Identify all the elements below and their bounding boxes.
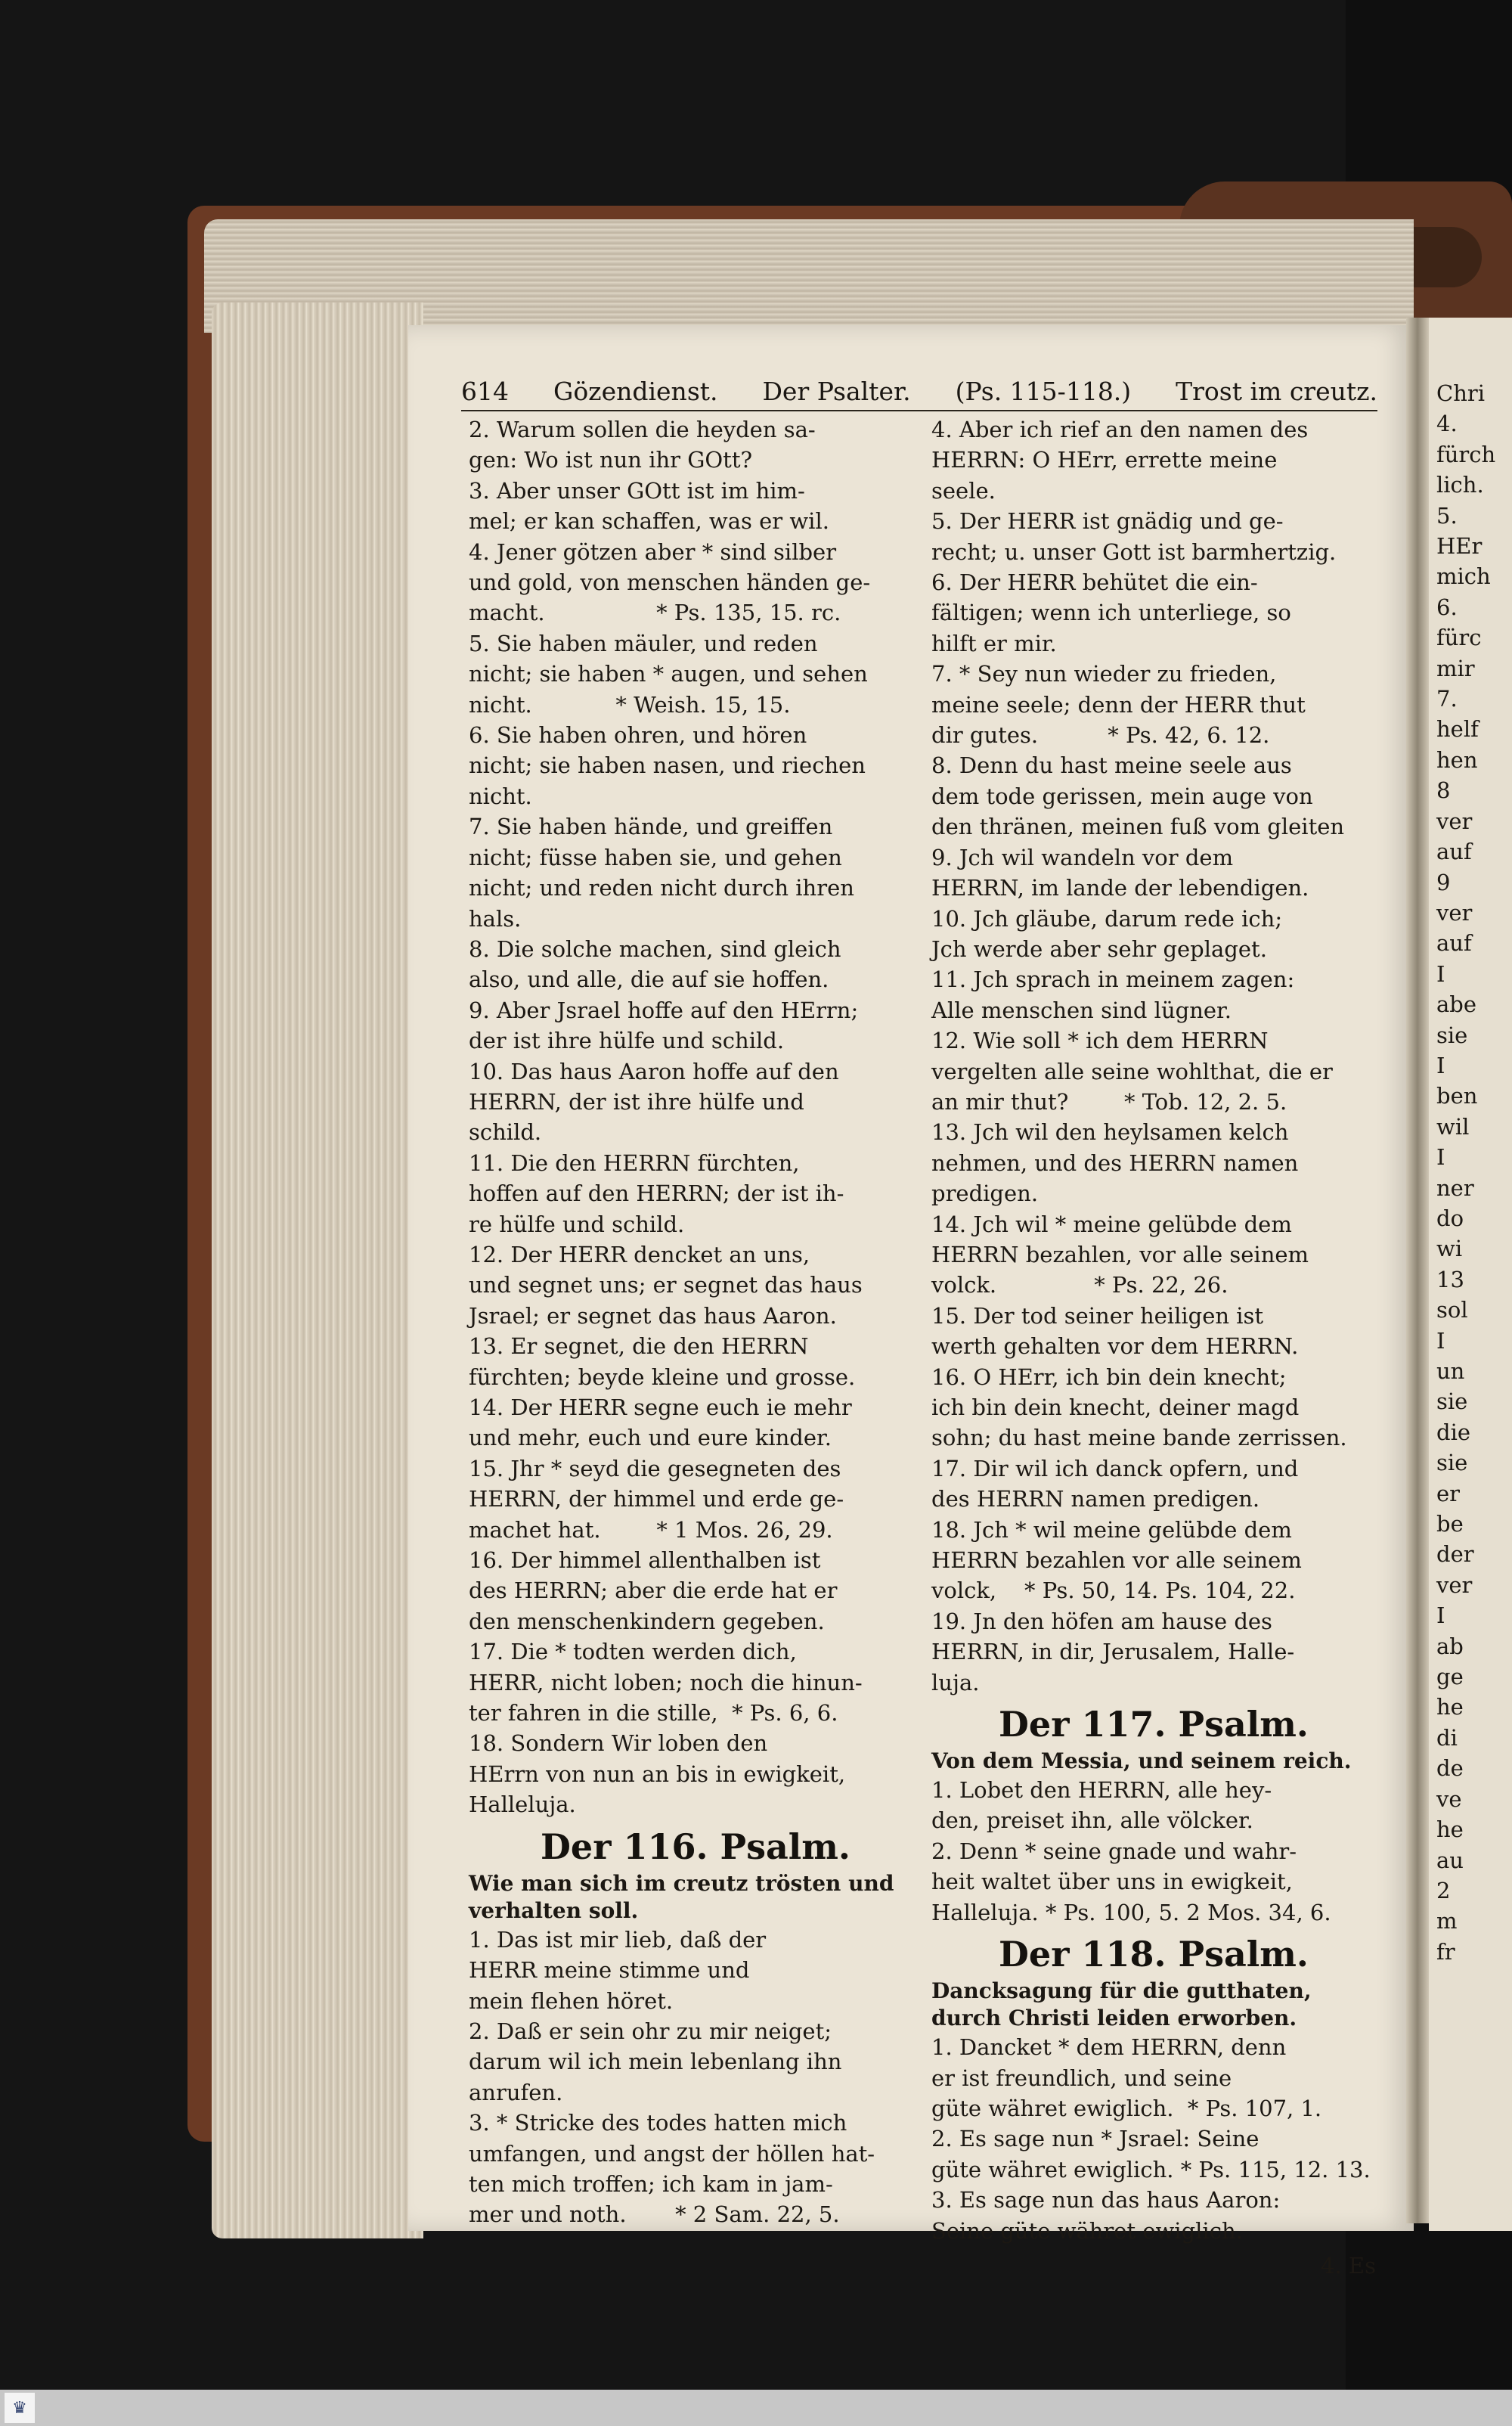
verse-line: nicht. * Weish. 15, 15.: [469, 691, 791, 718]
verse-line: schild.: [469, 1119, 542, 1146]
verse-line: und gold, von menschen händen ge-: [469, 569, 871, 596]
next-page-line: ge: [1436, 1664, 1464, 1690]
next-page-line: sie: [1436, 1450, 1468, 1476]
next-page-line: mich: [1436, 563, 1491, 590]
verse-line: 2. Warum sollen die heyden sa-: [469, 417, 816, 442]
verse-line: des HERRN; aber die erde hat er: [469, 1578, 838, 1604]
next-page-line: au: [1436, 1847, 1464, 1873]
verse-line: fältigen; wenn ich unterliege, so: [931, 600, 1291, 626]
next-page-line: di: [1436, 1724, 1458, 1751]
verse-line: machet hat. * 1 Mos. 26, 29.: [469, 1516, 833, 1543]
next-page-line: die: [1436, 1419, 1471, 1445]
verse-line: recht; u. unser Gott ist barmhertzig.: [931, 538, 1337, 565]
verse-line: 17. Dir wil ich danck opfern, und: [931, 1455, 1299, 1481]
next-page-line: he: [1436, 1694, 1464, 1720]
verse-line: den, preiset ihn, alle völcker.: [931, 1807, 1253, 1834]
next-page-line: 4.: [1436, 411, 1458, 437]
right-column: [931, 414, 1376, 2279]
verse-line: HERR meine stimme und: [469, 1957, 750, 1984]
next-page-line: ver: [1436, 1571, 1473, 1598]
verse-line: 17. Die * todten werden dich,: [469, 1639, 797, 1665]
psalm115-verses: [469, 414, 922, 1820]
verse-line: 7. * Sey nun wieder zu frieden,: [931, 661, 1277, 687]
verse-line: er ist freundlich, und seine: [931, 2065, 1232, 2091]
verse-line: macht. * Ps. 135, 15. rc.: [469, 600, 841, 626]
verse-line: Halleluja. * Ps. 100, 5. 2 Mos. 34, 6.: [931, 1899, 1331, 1925]
verse-line: den thränen, meinen fuß vom gleiten: [931, 814, 1345, 840]
verse-line: 3. Es sage nun das haus Aaron:: [931, 2187, 1281, 2213]
verse-line: predigen.: [931, 1180, 1039, 1207]
next-page-line: sie: [1436, 1022, 1468, 1048]
next-page-line: er: [1436, 1480, 1461, 1506]
verse-line: mel; er kan schaffen, was er wil.: [469, 508, 829, 535]
verse-line: HERRN, der ist ihre hülfe und: [469, 1088, 804, 1115]
verse-line: HERR, nicht loben; noch die hinun-: [469, 1669, 863, 1695]
verse-line: nicht; füsse haben sie, und gehen: [469, 844, 842, 870]
next-page-line: 5.: [1436, 502, 1458, 529]
verse-line: HERRN bezahlen, vor alle seinem: [931, 1241, 1309, 1267]
next-page-line: I: [1436, 1327, 1445, 1354]
left-topic: Gözendienst.: [553, 377, 718, 406]
next-page-line: helf: [1436, 716, 1479, 743]
verse-line: 19. Jn den höfen am hause des: [931, 1608, 1272, 1634]
verse-line: 18. Jch * wil meine gelübde dem: [931, 1516, 1292, 1543]
verse-line: 3. Aber unser GOtt ist im him-: [469, 477, 805, 504]
next-page: [1429, 318, 1512, 2231]
verse-line: 9. Jch wil wandeln vor dem: [931, 844, 1234, 870]
verse-line: Jch werde aber sehr geplaget.: [931, 935, 1267, 962]
verse-line: 18. Sondern Wir loben den: [469, 1730, 768, 1757]
psalm118-title: Der 118. Psalm.: [999, 1934, 1309, 1975]
next-page-line: do: [1436, 1205, 1464, 1231]
verse-line: volck. * Ps. 22, 26.: [931, 1272, 1228, 1298]
verse-line: 5. Sie haben mäuler, und reden: [469, 630, 818, 656]
verse-line: HErrn von nun an bis in ewigkeit,: [469, 1761, 846, 1787]
next-page-line: sol: [1436, 1297, 1468, 1323]
verse-line: 14. Der HERR segne euch ie mehr: [469, 1394, 852, 1420]
next-page-line: ab: [1436, 1633, 1464, 1659]
psalm118-verses: [931, 2032, 1376, 2246]
verse-line: 7. Sie haben hände, und greiffen: [469, 814, 833, 840]
verse-line: darum wil ich mein lebenlang ihn: [469, 2049, 842, 2075]
verse-line: 6. Der HERR behütet die ein-: [931, 569, 1258, 596]
verse-line: re hülfe und schild.: [469, 1211, 685, 1237]
verse-line: mein flehen höret.: [469, 1987, 674, 2014]
verse-line: 6. Sie haben ohren, und hören: [469, 722, 807, 749]
next-page-line: der: [1436, 1541, 1474, 1568]
verse-line: gen: Wo ist nun ihr GOtt?: [469, 447, 753, 473]
verse-line: 1. Lobet den HERRN, alle hey-: [931, 1777, 1272, 1804]
next-page-line: lich.: [1436, 472, 1484, 498]
verse-line: des HERRN namen predigen.: [931, 1486, 1260, 1512]
next-page-line: 2: [1436, 1877, 1451, 1903]
gutter: [1406, 318, 1429, 2223]
verse-line: güte währet ewiglich. * Ps. 107, 1.: [931, 2095, 1322, 2121]
next-page-text: [1436, 378, 1512, 1967]
verse-line: nicht; und reden nicht durch ihren: [469, 875, 854, 901]
verse-line: also, und alle, die auf sie hoffen.: [469, 966, 829, 993]
running-head: [461, 377, 1377, 411]
psalm116-subtitle-line1: Wie man sich im creutz trösten und: [469, 1870, 894, 1896]
next-page-line: fürch: [1436, 441, 1496, 467]
verse-line: 16. O HErr, ich bin dein knecht;: [931, 1363, 1287, 1390]
psalm116-title: Der 116. Psalm.: [541, 1826, 850, 1867]
verse-line: seele.: [931, 477, 996, 504]
verse-line: 16. Der himmel allenthalben ist: [469, 1547, 821, 1574]
psalm117-verses: [931, 1775, 1376, 1928]
chapter-ref: (Ps. 115-118.): [955, 377, 1132, 406]
verse-line: 15. Jhr * seyd die gesegneten des: [469, 1455, 841, 1481]
verse-line: Halleluja.: [469, 1792, 576, 1818]
verse-line: fürchten; beyde kleine und grosse.: [469, 1363, 856, 1390]
next-page-line: I: [1436, 1052, 1445, 1078]
verse-line: 1. Das ist mir lieb, daß der: [469, 1926, 767, 1953]
next-page-line: un: [1436, 1358, 1465, 1384]
next-page-line: ver: [1436, 808, 1473, 834]
next-page-line: I: [1436, 960, 1445, 987]
verse-line: 8. Denn du hast meine seele aus: [931, 752, 1292, 779]
next-page-line: m: [1436, 1908, 1458, 1934]
verse-line: dem tode gerissen, mein auge von: [931, 783, 1313, 809]
verse-line: Seine güte währet ewiglich.: [931, 2217, 1243, 2244]
verse-line: 4. Jener götzen aber * sind silber: [469, 538, 837, 565]
viewer-footer-bar: [0, 2390, 1512, 2426]
next-page-line: ben: [1436, 1083, 1478, 1109]
verse-line: 13. Er segnet, die den HERRN: [469, 1333, 809, 1360]
next-page-line: fr: [1436, 1938, 1455, 1965]
psalm116-continued-verses: [931, 414, 1376, 1698]
verse-line: hoffen auf den HERRN; der ist ih-: [469, 1180, 844, 1207]
next-page-line: hen: [1436, 746, 1478, 773]
verse-line: nicht.: [469, 783, 532, 809]
next-page-line: Chri: [1436, 380, 1486, 406]
next-page-line: abe: [1436, 991, 1477, 1018]
verse-line: 3. * Stricke des todes hatten mich: [469, 2110, 847, 2136]
verse-line: nehmen, und des HERRN namen: [931, 1149, 1299, 1176]
verse-line: HERRN, in dir, Jerusalem, Halle-: [931, 1639, 1295, 1665]
next-page-line: be: [1436, 1511, 1464, 1537]
verse-line: hals.: [469, 905, 522, 932]
verse-line: und mehr, euch und eure kinder.: [469, 1425, 832, 1451]
verse-line: volck, * Ps. 50, 14. Ps. 104, 22.: [931, 1578, 1296, 1604]
verse-line: sohn; du hast meine bande zerrissen.: [931, 1425, 1347, 1451]
library-logo-icon[interactable]: ♛: [5, 2393, 35, 2423]
psalm117-title: Der 117. Psalm.: [999, 1704, 1309, 1745]
next-page-line: ner: [1436, 1174, 1474, 1201]
next-page-line: HEr: [1436, 533, 1483, 560]
verse-line: Jsrael; er segnet das haus Aaron.: [469, 1302, 837, 1329]
page-edges-fore: [212, 302, 423, 2238]
next-page-line: ver: [1436, 899, 1473, 926]
verse-line: HERRN: O HErr, errette meine: [931, 447, 1278, 473]
verse-line: und segnet uns; er segnet das haus: [469, 1272, 863, 1298]
verse-line: 2. Es sage nun * Jsrael: Seine: [931, 2126, 1259, 2152]
next-page-line: mir: [1436, 655, 1475, 681]
verse-line: mer und noth. * 2 Sam. 22, 5.: [469, 2201, 840, 2228]
verse-line: Alle menschen sind lügner.: [931, 997, 1232, 1023]
next-page-line: I: [1436, 1602, 1445, 1629]
next-page-line: ve: [1436, 1785, 1462, 1812]
next-page-line: de: [1436, 1755, 1464, 1782]
verse-line: ten mich troffen; ich kam in jam-: [469, 2170, 833, 2197]
psalm118-subtitle-line1: Dancksagung für die gutthaten,: [931, 1978, 1312, 2004]
next-page-line: 13: [1436, 1266, 1464, 1292]
verse-line: umfangen, und angst der höllen hat-: [469, 2140, 875, 2167]
verse-line: 10. Jch gläube, darum rede ich;: [931, 905, 1283, 932]
verse-line: 10. Das haus Aaron hoffe auf den: [469, 1058, 839, 1084]
verse-line: heit waltet über uns in ewigkeit,: [931, 1869, 1293, 1895]
next-page-line: auf: [1436, 930, 1472, 957]
verse-line: luja.: [931, 1669, 980, 1695]
next-page-line: sie: [1436, 1388, 1468, 1415]
next-page-line: I: [1436, 1144, 1445, 1171]
page-number: 614: [461, 377, 509, 406]
verse-line: 13. Jch wil den heylsamen kelch: [931, 1119, 1289, 1146]
next-page-line: fürc: [1436, 625, 1482, 651]
verse-line: HERRN bezahlen vor alle seinem: [931, 1547, 1302, 1574]
verse-line: 5. Der HERR ist gnädig und ge-: [931, 508, 1284, 535]
next-page-line: he: [1436, 1816, 1464, 1843]
verse-line: 11. Die den HERRN fürchten,: [469, 1149, 800, 1176]
psalm117-subtitle: Von dem Messia, und seinem reich.: [931, 1748, 1352, 1774]
verse-line: 14. Jch wil * meine gelübde dem: [931, 1211, 1292, 1237]
verse-line: HERRN, im lande der lebendigen.: [931, 875, 1309, 901]
verse-line: 12. Wie soll * ich dem HERRN: [931, 1028, 1269, 1054]
verse-line: nicht; sie haben * augen, und sehen: [469, 661, 868, 687]
next-page-line: 9: [1436, 869, 1451, 895]
psalm118-subtitle-line2: durch Christi leiden erworben.: [931, 2006, 1297, 2031]
verse-line: 2. Daß er sein ohr zu mir neiget;: [469, 2018, 832, 2044]
verse-line: ter fahren in die stille, * Ps. 6, 6.: [469, 1700, 838, 1726]
next-page-line: 7.: [1436, 686, 1458, 712]
verse-line: hilft er mir.: [931, 630, 1057, 656]
verse-line: 2. Denn * seine gnade und wahr-: [931, 1838, 1297, 1864]
psalm116-subtitle-line2: verhalten soll.: [469, 1897, 639, 1923]
verse-line: HERRN, der himmel und erde ge-: [469, 1486, 844, 1512]
book-title: Der Psalter.: [762, 377, 911, 406]
verse-line: dir gutes. * Ps. 42, 6. 12.: [931, 722, 1270, 749]
psalm116-verses: [469, 1925, 922, 2230]
verse-line: 9. Aber Jsrael hoffe auf den HErrn;: [469, 997, 859, 1023]
next-page-line: auf: [1436, 839, 1472, 865]
verse-line: den menschenkindern gegeben.: [469, 1608, 825, 1634]
left-column: [469, 414, 922, 2228]
verse-line: 1. Dancket * dem HERRN, denn: [931, 2034, 1287, 2061]
verse-line: 12. Der HERR dencket an uns,: [469, 1241, 810, 1267]
verse-line: ich bin dein knecht, deiner magd: [931, 1394, 1300, 1420]
verse-line: 8. Die solche machen, sind gleich: [469, 935, 841, 962]
verse-line: güte währet ewiglich. * Ps. 115, 12. 13.: [931, 2156, 1371, 2182]
verse-line: 11. Jch sprach in meinem zagen:: [931, 966, 1295, 993]
verse-line: der ist ihre hülfe und schild.: [469, 1028, 785, 1054]
verse-line: anrufen.: [469, 2079, 563, 2105]
verse-line: werth gehalten vor dem HERRN.: [931, 1333, 1299, 1360]
verse-line: 15. Der tod seiner heiligen ist: [931, 1302, 1264, 1329]
verse-line: an mir thut? * Tob. 12, 2. 5.: [931, 1088, 1287, 1115]
verse-line: nicht; sie haben nasen, und riechen: [469, 752, 866, 779]
next-page-line: wi: [1436, 1236, 1463, 1262]
verse-line: meine seele; denn der HERR thut: [931, 691, 1306, 718]
next-page-line: wil: [1436, 1113, 1470, 1140]
verse-line: 4. Aber ich rief an den namen des: [931, 417, 1309, 442]
right-topic: Trost im creutz.: [1176, 377, 1377, 406]
catchword: 4. Es: [1321, 2252, 1376, 2279]
verse-line: vergelten alle seine wohlthat, die er: [931, 1058, 1333, 1084]
next-page-line: 6.: [1436, 594, 1458, 620]
next-page-line: 8: [1436, 777, 1451, 804]
